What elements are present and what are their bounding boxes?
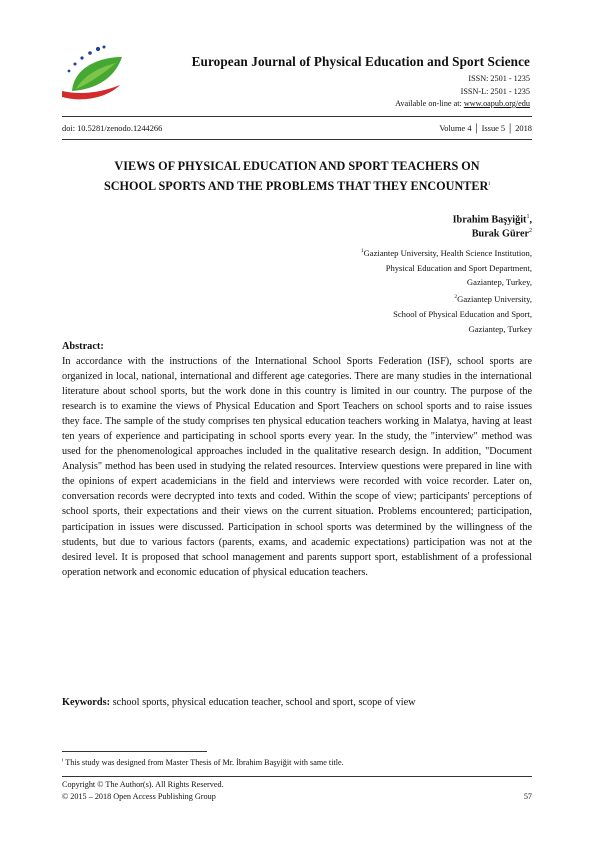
issn-l: ISSN-L: 2501 - 1235 (460, 87, 530, 96)
affiliation-line: Physical Education and Sport Department, (385, 262, 532, 273)
affiliation-line: Gaziantep, Turkey (468, 323, 532, 334)
affiliation-line: $^2$Gaziantep University, (454, 294, 532, 305)
affiliations (212, 244, 532, 337)
affiliation-line: Gaziantep, Turkey, (466, 277, 532, 288)
author-name: Burak Gürer (471, 228, 529, 240)
journal-website-link[interactable]: www.oapub.org/edu (463, 99, 530, 108)
available-online (250, 99, 530, 108)
footer-rule (62, 776, 532, 777)
author-1: Ibrahim Başyiğit$^1$, (452, 214, 532, 226)
doi: doi: 10.5281/zenodo.1244266 (62, 124, 163, 133)
paper-title-line-2: SCHOOL SPORTS AND THE PROBLEMS THAT THEY ENCOUNTER (103, 179, 489, 194)
footnote-rule (62, 751, 207, 752)
affiliation-line: School of Physical Education and Sport, (393, 308, 532, 319)
journal-logo (60, 45, 128, 105)
keywords-text: school sports, physical education teacher, school and sport, scope of view (110, 697, 416, 708)
page-number: 57 (523, 792, 532, 801)
paper-title-line-1: VIEWS OF PHYSICAL EDUCATION AND SPORT TEACHERS ON (114, 159, 480, 173)
copyright-line-1: Copyright © The Author(s). All Rights Reserved. (62, 780, 224, 789)
abstract-heading: Abstract: (62, 341, 104, 352)
journal-title: European Journal of Physical Education and Sport Science (191, 54, 530, 69)
author-sup: 1 (526, 214, 530, 220)
abstract-body: In accordance with the instructions of the International School Sports Federation (ISF), school sports are organized in local, national, international and different age categories. There are many studies in the international literature about school sports, but the work done in this country is limited in our country. The purpose of the research is to examine the views of Physical Education and Sport Teachers on school sports and to raise issues they face. The sample of the study comprises ten physical education teachers working in Malatya, having at least ten years of experience and participating in school sports every year. In the study, the "interview" method was used for the phenomenological approaches included in the qualitative research design. In addition, "Document Analysis" method has been used in studying the related resources. Interview questions were prepared in line with the opinions of expert academicians in the field and interviews were recorded with voice recorder. Later on, conversation records were decrypted into texts and coded. Within the scope of view; participants' perceptions of school sports, their expectations and their views on the current situation. Problems encountered; participation, participation in issues were discussed. Participation in school sports was determined by the willingness of the students, but due to various factors (parents, exams, and academic expectations) participation was not at the desired level. It is proposed that school management and parents support sport, establishment of a professional operation network and economic education of physical education teachers. (62, 356, 532, 578)
footnote-mark: i (62, 758, 64, 764)
keywords (62, 697, 532, 708)
citation-rule (62, 139, 532, 140)
available-online-prefix: Available on-line at: (395, 99, 464, 108)
footnote (62, 758, 532, 767)
paper-title (62, 157, 532, 195)
title-footnote-mark: i (488, 181, 491, 187)
author-sup: 2 (529, 228, 532, 234)
affiliation-line: $^1$Gaziantep University, Health Science Institution, (360, 247, 532, 258)
header-rule (62, 116, 532, 117)
author-name: Ibrahim Başyiğit (452, 214, 527, 226)
volume-issue-year: Volume 4 │ Issue 5 │ 2018 (439, 124, 532, 133)
copyright-line-2: © 2015 – 2018 Open Access Publishing Group (62, 792, 216, 801)
keywords-label: Keywords: (62, 697, 111, 708)
author-2 (472, 228, 532, 239)
footnote-text: This study was designed from Master Thesis of Mr. İbrahim Başyiğit with same title. (63, 758, 344, 767)
issn: ISSN: 2501 - 1235 (468, 74, 530, 83)
